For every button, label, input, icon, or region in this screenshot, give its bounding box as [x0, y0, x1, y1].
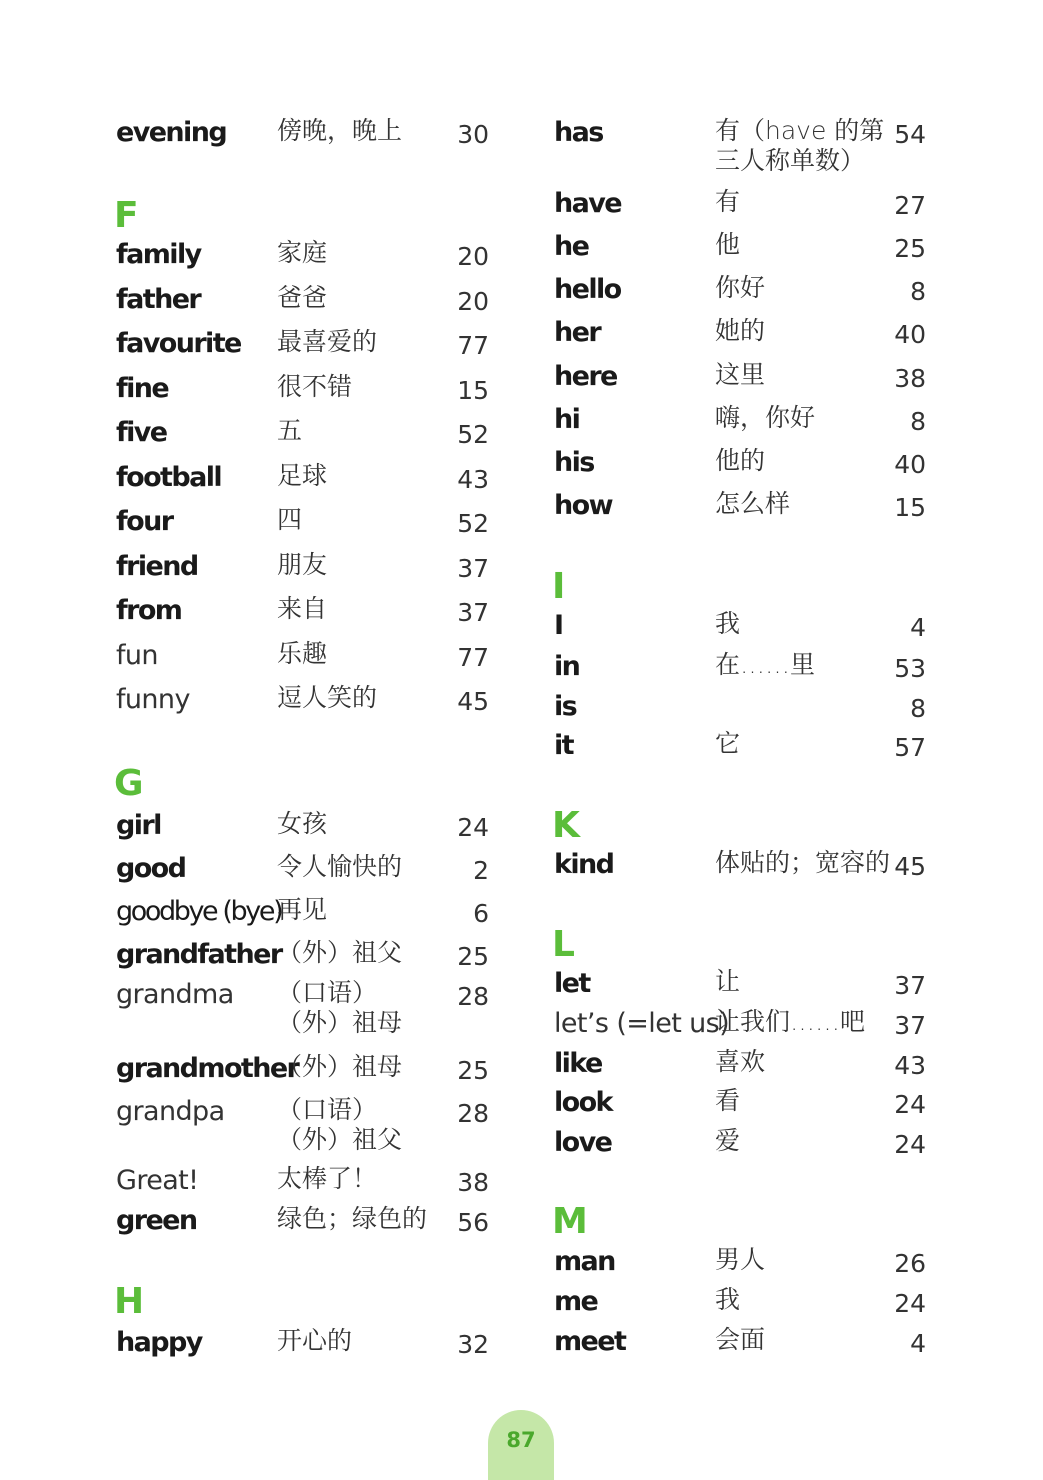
entry-page-number: 25 — [894, 234, 926, 263]
entry-page-number: 25 — [457, 1056, 489, 1085]
entry-page-number: 37 — [457, 598, 489, 627]
entry-page-number: 8 — [910, 277, 926, 306]
section-letter: G — [114, 763, 144, 804]
entry-translation: 爸爸 — [277, 283, 328, 312]
entry-translation-line2: （外）祖父 — [277, 1125, 403, 1154]
entry-word: father — [116, 284, 201, 315]
entry-page-number: 52 — [457, 509, 489, 538]
entry-translation: 开心的 — [277, 1326, 353, 1355]
entry-translation: 让 — [715, 967, 741, 996]
entry-word: is — [554, 691, 577, 722]
section-letter: M — [552, 1201, 588, 1242]
entry-translation: 他的 — [715, 446, 766, 475]
entry-translation: 家庭 — [277, 238, 328, 267]
entry-word: happy — [116, 1327, 202, 1358]
entry-word: good — [116, 853, 186, 884]
entry-page-number: 24 — [894, 1130, 926, 1159]
entry-translation: 他 — [715, 230, 741, 259]
entry-page-number: 30 — [457, 120, 489, 149]
page-number: 87 — [506, 1428, 536, 1452]
entry-translation: 五 — [277, 416, 303, 445]
entry-translation: 有 — [715, 187, 741, 216]
entry-translation: 在……里 — [715, 650, 816, 679]
entry-page-number: 24 — [457, 813, 489, 842]
entry-word: me — [554, 1286, 598, 1317]
entry-page-number: 4 — [910, 1329, 926, 1358]
entry-translation: 乐趣 — [277, 639, 328, 668]
entry-translation: 我 — [715, 609, 741, 638]
entry-page-number: 20 — [457, 287, 489, 316]
entry-page-number: 6 — [473, 899, 489, 928]
entry-word: goodbye (bye) — [116, 896, 282, 927]
entry-translation: 喜欢 — [715, 1047, 766, 1076]
entry-translation: 傍晚，晚上 — [277, 116, 403, 145]
entry-translation: 会面 — [715, 1325, 766, 1354]
entry-word: girl — [116, 810, 161, 841]
entry-page-number: 15 — [457, 376, 489, 405]
entry-translation: 来自 — [277, 594, 328, 623]
section-letter: K — [552, 805, 580, 846]
entry-translation: 有（have 的第 — [715, 116, 885, 145]
entry-word: meet — [554, 1326, 626, 1357]
entry-translation: 我 — [715, 1285, 741, 1314]
entry-translation: 最喜爱的 — [277, 327, 378, 356]
entry-word: five — [116, 417, 167, 448]
entry-word: in — [554, 651, 580, 682]
entry-page-number: 54 — [894, 120, 926, 149]
section-letter: L — [552, 924, 575, 965]
entry-word: it — [554, 730, 573, 761]
entry-word: hi — [554, 404, 580, 435]
entry-word: grandpa — [116, 1096, 225, 1127]
entry-translation: 女孩 — [277, 809, 328, 838]
entry-translation: 你好 — [715, 273, 766, 302]
entry-word: I — [554, 610, 563, 641]
entry-page-number: 25 — [457, 942, 489, 971]
entry-page-number: 43 — [457, 465, 489, 494]
entry-page-number: 77 — [457, 643, 489, 672]
entry-word: green — [116, 1205, 197, 1236]
entry-page-number: 2 — [473, 856, 489, 885]
entry-translation: 很不错 — [277, 372, 353, 401]
entry-word: he — [554, 231, 589, 262]
entry-word: hello — [554, 274, 621, 305]
entry-translation-line2: （外）祖母 — [277, 1008, 403, 1037]
entry-word: here — [554, 361, 617, 392]
entry-translation: 嗨，你好 — [715, 403, 816, 432]
entry-page-number: 28 — [457, 982, 489, 1011]
entry-page-number: 43 — [894, 1051, 926, 1080]
entry-page-number: 52 — [457, 420, 489, 449]
entry-page-number: 37 — [894, 971, 926, 1000]
entry-page-number: 45 — [457, 687, 489, 716]
entry-page-number: 40 — [894, 450, 926, 479]
entry-translation: 令人愉快的 — [277, 852, 403, 881]
entry-word: football — [116, 462, 222, 493]
entry-translation: 再见 — [277, 895, 328, 924]
entry-translation: 绿色；绿色的 — [277, 1204, 428, 1233]
entry-page-number: 37 — [894, 1011, 926, 1040]
entry-page-number: 32 — [457, 1330, 489, 1359]
entry-translation: 足球 — [277, 461, 328, 490]
entry-word: Great! — [116, 1165, 199, 1196]
entry-word: look — [554, 1087, 612, 1118]
entry-word: how — [554, 490, 612, 521]
entry-word: favourite — [116, 328, 241, 359]
entry-word: her — [554, 317, 601, 348]
entry-word: grandma — [116, 979, 234, 1010]
entry-translation: （口语） — [277, 978, 378, 1007]
entry-translation-line2: 三人称单数） — [715, 146, 866, 175]
entry-translation: 这里 — [715, 360, 766, 389]
entry-word: friend — [116, 551, 198, 582]
entry-word: grandfather — [116, 939, 282, 970]
entry-word: family — [116, 239, 201, 270]
entry-page-number: 37 — [457, 554, 489, 583]
entry-word: have — [554, 188, 621, 219]
entry-translation: （外）祖父 — [277, 938, 403, 967]
entry-page-number: 40 — [894, 320, 926, 349]
entry-word: funny — [116, 684, 190, 715]
entry-translation: 男人 — [715, 1245, 766, 1274]
entry-translation: 体贴的；宽容的 — [715, 848, 891, 877]
entry-translation: 四 — [277, 505, 303, 534]
entry-page-number: 24 — [894, 1289, 926, 1318]
entry-word: evening — [116, 117, 227, 148]
entry-page-number: 4 — [910, 613, 926, 642]
entry-translation: 逗人笑的 — [277, 683, 378, 712]
entry-word: man — [554, 1246, 615, 1277]
entry-page-number: 28 — [457, 1099, 489, 1128]
entry-word: fun — [116, 640, 158, 671]
entry-page-number: 45 — [894, 852, 926, 881]
entry-translation: 让我们……吧 — [715, 1007, 866, 1036]
section-letter: F — [114, 195, 139, 236]
entry-page-number: 24 — [894, 1090, 926, 1119]
entry-page-number: 15 — [894, 493, 926, 522]
section-letter: H — [114, 1281, 145, 1322]
entry-page-number: 53 — [894, 654, 926, 683]
entry-page-number: 38 — [457, 1168, 489, 1197]
entry-word: let’s (=let us) — [554, 1008, 730, 1039]
entry-word: like — [554, 1048, 602, 1079]
entry-word: kind — [554, 849, 614, 880]
entry-word: his — [554, 447, 594, 478]
entry-word: four — [116, 506, 173, 537]
entry-translation: 它 — [715, 729, 741, 758]
entry-page-number: 56 — [457, 1208, 489, 1237]
entry-word: fine — [116, 373, 169, 404]
entry-translation: 她的 — [715, 316, 766, 345]
entry-page-number: 20 — [457, 242, 489, 271]
entry-word: has — [554, 117, 603, 148]
section-letter: I — [552, 566, 566, 607]
entry-page-number: 57 — [894, 733, 926, 762]
entry-translation: 朋友 — [277, 550, 328, 579]
entry-translation: 看 — [715, 1086, 741, 1115]
entry-word: from — [116, 595, 182, 626]
entry-page-number: 38 — [894, 364, 926, 393]
entry-translation: 太棒了！ — [277, 1164, 378, 1193]
entry-page-number: 27 — [894, 191, 926, 220]
entry-page-number: 77 — [457, 331, 489, 360]
entry-page-number: 8 — [910, 407, 926, 436]
entry-page-number: 26 — [894, 1249, 926, 1278]
entry-translation: 怎么样 — [715, 489, 791, 518]
entry-word: grandmother — [116, 1053, 299, 1084]
entry-translation: 爱 — [715, 1126, 741, 1155]
entry-translation: （外）祖母 — [277, 1052, 403, 1081]
entry-word: love — [554, 1127, 612, 1158]
entry-word: let — [554, 968, 590, 999]
entry-translation: （口语） — [277, 1095, 378, 1124]
entry-page-number: 8 — [910, 694, 926, 723]
